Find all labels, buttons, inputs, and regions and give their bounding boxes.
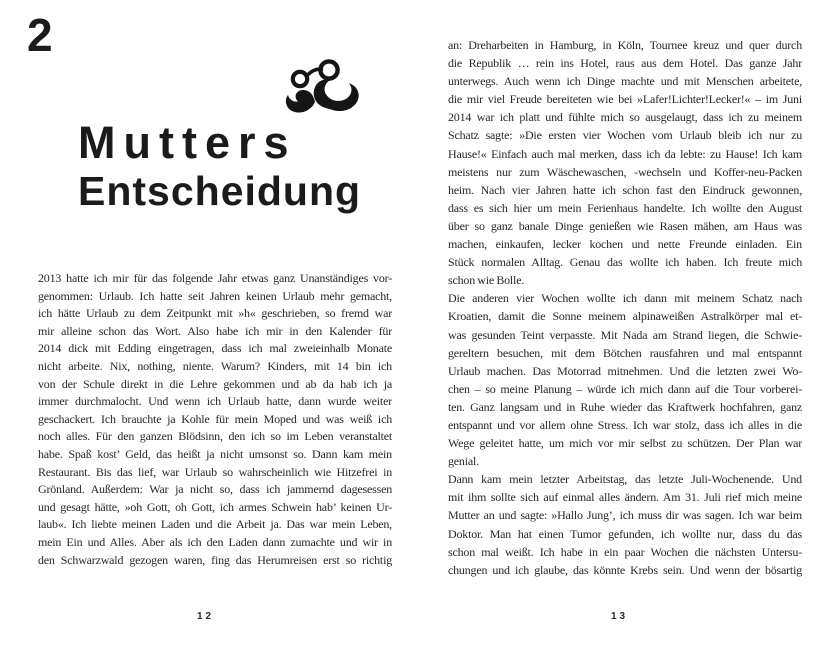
- left-page-number: 12: [197, 611, 215, 622]
- text-line: Die anderen vier Wochen wollte ich dann mit meinem Schatz nach: [448, 291, 802, 306]
- text-line: Grönland. Außerdem: War ja nicht so, dass ich jammernd dagesessen: [38, 482, 392, 497]
- text-line: mein Ein und Alles. Aber als ich den Laden dann zumachte und wir in: [38, 534, 392, 549]
- text-line: was gesunden Teint verpasste. Mit Nada am Strand liegen, die Schwie-: [448, 327, 802, 342]
- text-line: schon mal weißt. Ich habe in ein paar Wochen die nächsten Untersu-: [448, 544, 802, 559]
- text-line: chen – so meine Planung – würde ich mich dann auf die Tour vorberei-: [448, 381, 802, 396]
- text-line: dass es sich hier um mein Ferienhaus handelte. Ich wollte den August: [448, 200, 802, 215]
- text-line: über so ganz banale Dinge genießen wie Rasen mähen, am Haus was: [448, 218, 802, 233]
- left-page-text: [38, 270, 392, 569]
- text-line: von der Schule direkt in die Lehre gekommen und ab da hab ich ja: [38, 376, 392, 391]
- text-line: mit ihm sollte sich auf einmal alles ändern. Am 31. Juli rief mich meine: [448, 490, 802, 505]
- text-line: Kroatien, damit die Sonne meinem alpinaweißen Astralkörper mal et-: [448, 309, 802, 324]
- text-line: genommen: Urlaub. Ich hatte seit Jahren keinen Urlaub mehr gemacht,: [38, 288, 392, 303]
- text-line: Wege geleitet hatte, um mich vor mir selbst zu schützen. Der Plan war: [448, 436, 802, 451]
- text-line: entspannt und vor allem ohne Stress. Ich war stolz, dass ich alles in die: [448, 417, 802, 432]
- right-page-number: 13: [611, 611, 629, 622]
- text-line: genial.: [448, 454, 479, 469]
- text-line: Hause!« Einfach auch mal merken, dass ich da lebte: zu Hause! Ich kam: [448, 146, 802, 161]
- text-line: die mir viel Freude bereiteten wie bei »Lafer!Lichter!Lecker!« – im Juni: [448, 92, 802, 107]
- right-page-text: [448, 36, 802, 579]
- text-line: habe. Spaß kost’ Geld, das heißt ja nicht umsonst so. Dann kam mein: [38, 446, 392, 461]
- text-line: ten. Ganz langsam und in Ruhe wieder das Kraftwerk hochfahren, ganz: [448, 399, 802, 414]
- text-line: schon wie Bolle.: [448, 273, 525, 288]
- text-line: gereltern besuchen, mit dem Bötchen rausfahren und mal entspannt: [448, 345, 802, 360]
- text-line: nicht arbeite. Nix, nothing, niente. Warum? Kinders, mit 14 bin ich: [38, 358, 392, 373]
- chapter-number: 2: [27, 9, 53, 61]
- text-line: heim. Nach vier Jahren hatte ich schon fast den Eindruck gewonnen,: [448, 182, 802, 197]
- text-line: meistens nur zum Wäschewaschen, -wechseln und Koffer-neu-Packen: [448, 164, 802, 179]
- text-line: und gesagt hätte, »oh Gott, oh Gott, ich armes Schwein hab’ keinen Ur-: [38, 499, 392, 514]
- text-line: 2014 dick mit Edding eingetragen, dass ich mal zweieinhalb Monate: [38, 341, 392, 356]
- text-line: geschackert. Ich brauchte ja Kohle für mein Moped und was weiß ich: [38, 411, 392, 426]
- text-line: Urlaub machen. Das Motorrad mitnehmen. Und die letzten zwei Wo-: [448, 363, 802, 378]
- text-line: 2013 hatte ich mir für das folgende Jahr etwas ganz Unanständiges vor-: [38, 271, 392, 285]
- text-line: Dann kam mein letzter Arbeitstag, das letzte Juli-Wochenende. Und: [448, 472, 802, 487]
- text-line: laub«. Ich liebte meinen Laden und die Arbeit ja. Das war mein Leben,: [38, 517, 392, 532]
- text-line: unterwegs. Auch wenn ich Dinge machte und mit Menschen arbeitete,: [448, 74, 802, 89]
- text-line: den Schwarzwald gezogen waren, fing das Herumreisen erst so richtig: [38, 552, 392, 567]
- text-line: immer durchmalocht. Und wenn ich Urlaub hatte, dann wurde weiter: [38, 394, 392, 409]
- chapter-title-line1: Mutters: [78, 117, 297, 168]
- text-line: die Republik … rein ins Hotel, raus aus dem Hotel. Das ganze Jahr: [448, 56, 802, 71]
- text-line: Mutter an und sagte: »Hallo Jung’, ich muss dir was sagen. Ich war beim: [448, 508, 802, 523]
- text-line: 2014 war ich platt und fühlte mich so ausgelaugt, dass ich zu meinem: [448, 110, 802, 125]
- text-line: chungen und ich glaube, das könnte Krebs sein. Und wenn der bösartig: [448, 562, 802, 577]
- text-line: Schatz sagte: »Die ersten vier Wochen vom Urlaub bleib ich nur zu: [448, 128, 802, 143]
- text-line: mir alleine schon das Wort. Also habe ich mir in den Kalender für: [38, 323, 392, 338]
- text-line: Doktor. Man hat einen Tumor gefunden, ich wollte nur, dass du das: [448, 526, 802, 541]
- text-line: noch alles. Für den ganzen Blödsinn, den ich so im Leben veranstaltet: [38, 429, 392, 444]
- text-line: Stück normalen Alltag. Genau das wollte ich haben. Ich freute mich: [448, 255, 802, 270]
- text-line: machen, einkaufen, lecker kochen und nette Freunde einladen. Ein: [448, 237, 802, 252]
- text-line: Restaurant. Bis das lief, war Urlaub so wahrscheinlich wie Hitzefrei in: [38, 464, 392, 479]
- text-line: ich hätte Urlaub zu dem Zeitpunkt mit »h« geschrieben, so fremd war: [38, 306, 392, 321]
- text-line: an: Dreharbeiten in Hamburg, in Köln, Tournee kreuz und quer durch: [448, 38, 802, 52]
- chapter-title-line2: Entscheidung: [78, 168, 362, 214]
- glasses-mustache-icon: [281, 58, 367, 122]
